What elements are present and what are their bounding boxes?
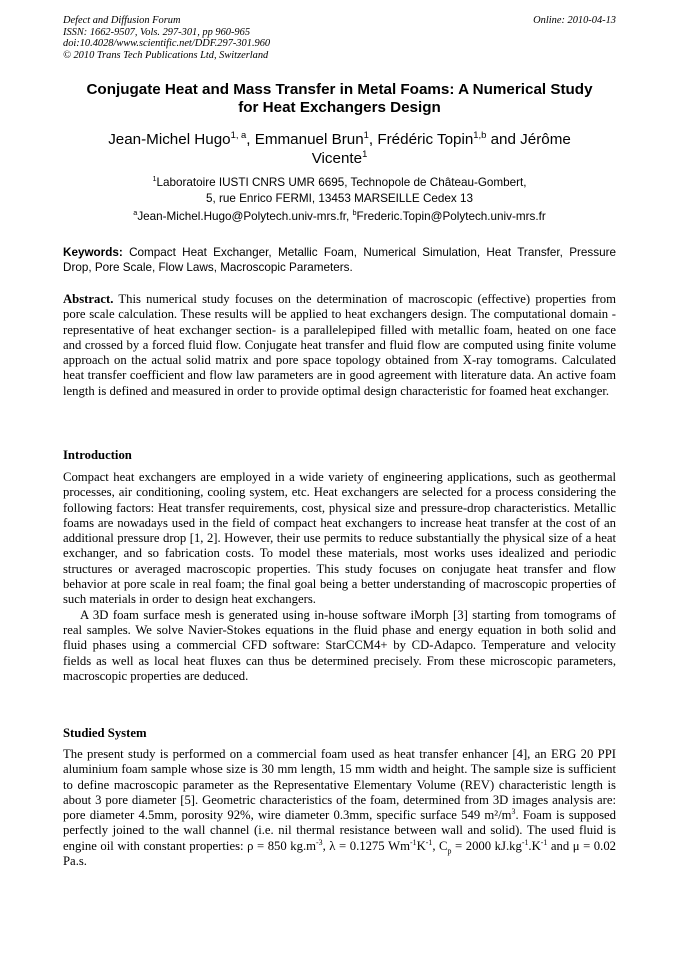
author-affiliation-mark: 1: [362, 147, 368, 159]
author-name: Frédéric Topin: [377, 131, 474, 148]
author-affiliation-mark: 1: [363, 128, 369, 140]
affiliation-mark: 1: [152, 174, 157, 184]
author-name: Jean-Michel Hugo: [108, 131, 231, 148]
abstract-text: This numerical study focuses on the determination of macroscopic (effective) properties from pore scale calculation. These results will be applied to heat exchangers design. The computational domain -representative of heat exchanger section- is a parallelepiped filled with metallic foam, heated on one face and crossed by a forced fluid flow. Conjugate heat transfer and fluid flow are computed using finite volume approach on the actual solid matrix and pore space topology obtained from X-ray tomograms. Calculated heat transfer coefficient and flow law parameters are in good agreement with literature data. An active foam length is defined and measured in order to provide optimal design characteristic for foamed heat exchanger.: [63, 292, 616, 398]
section-heading-introduction: Introduction: [63, 448, 132, 462]
author-emails: [63, 210, 616, 224]
author-affiliation-mark: 1, a: [230, 128, 247, 140]
introduction-paragraph-1: Compact heat exchangers are employed in a wide variety of engineering applications, such as geothermal processes, air conditioning, cooling system, etc. Heat exchangers are selected for a process considering the following factors: Heat transfer requirements, cost, physical size and pressure-drop characteristics. Metallic foams are nowadays used in the field of compact heat exchangers to increase heat transfer at the cost of an additional pressure drop [1, 2]. However, their use permits to reduce substantially the physical size of a heat exchanger, and so fabrication costs. To model these materials, most works uses idealized and periodic structures or averaged macroscopic properties. This study focuses on conjugate heat transfer and flow behavior at pore scale in real foam; the final goal being a better understanding of macroscopic properties of such materials in order to design heat exchangers.: [63, 470, 616, 607]
author-separator: ,: [368, 131, 378, 148]
abstract-block: [63, 292, 616, 399]
online-date: Online: 2010-04-13: [533, 15, 616, 26]
title-line-2: for Heat Exchangers Design: [238, 99, 441, 116]
author-affiliation-mark: 1,b: [473, 128, 487, 140]
section-heading-studied-system: Studied System: [63, 726, 147, 740]
doi-line: doi:10.4028/www.scientific.net/DDF.297-301.960: [63, 38, 271, 49]
abstract-label: Abstract.: [63, 292, 114, 306]
email-mark-b: b: [352, 208, 357, 218]
introduction-paragraph-2: A 3D foam surface mesh is generated using in-house software iMorph [3] starting from tomograms of real samples. We solve Navier-Stokes equations in the fluid phase and energy equation in both solid and fluid phases using a commercial CFD software: StarCCM4+ by CD-Adapco. Temperature and velocity fields as well as local heat fluxes can thus be determined precisely. From these microscopic parameters, macroscopic properties are deduced.: [63, 607, 616, 683]
author-separator: ,: [246, 131, 255, 148]
title-line-1: Conjugate Heat and Mass Transfer in Metal Foams: A Numerical Study: [86, 81, 593, 98]
affiliation-line-2: 5, rue Enrico FERMI, 13453 MARSEILLE Cedex 13: [206, 192, 473, 205]
keywords-block: [63, 246, 616, 275]
studied-system-paragraph-1: The present study is performed on a commercial foam used as heat transfer enhancer [4], an ERG 20 PPI aluminium foam sample whose size is 30 mm length, 15 mm width and height. The sample size is sufficient to define macroscopic parameter as the Representative Elementary Volume (REV) characteristic length is about 3 pore diameter [5]. Geometric characteristics of the foam, determined from 3D images analysis are: pore diameter 4.5mm, porosity 92%, wire diameter 0.3mm, specific surface 549 $m^2/m^3$. Foam is supposed perfectly joined to the wall channel (i.e. nil thermal resistance between wall and solid). The used fluid is engine oil with constant properties: ρ = 850 $kg.m^{-3}$, λ = 0.1275 $Wm^{-1}K^{-1}$, $C_p = 2000$ $kJ.kg^{-1}.K^{-1}$ and μ = 0.02 Pa.s.: [63, 747, 617, 869]
introduction-body: [63, 470, 616, 684]
email-a[interactable]: Jean-Michel.Hugo@Polytech.univ-mrs.fr,: [137, 210, 353, 223]
affiliation-line-1: Laboratoire IUSTI CNRS UMR 6695, Technopole de Château-Gombert,: [156, 176, 527, 189]
author-name: Emmanuel Brun: [254, 131, 364, 148]
keywords-text: Compact Heat Exchanger, Metallic Foam, Numerical Simulation, Heat Transfer, Pressure Drop, Pore Scale, Flow Laws, Macroscopic Parameters.: [63, 246, 616, 274]
journal-header: [63, 15, 616, 61]
copyright-line: © 2010 Trans Tech Publications Ltd, Switzerland: [63, 49, 269, 61]
author-list: [63, 130, 616, 168]
author-name: Vicente: [311, 150, 363, 167]
email-mark-a: a: [133, 208, 138, 218]
journal-name: Defect and Diffusion Forum: [63, 15, 181, 26]
keywords-label: Keywords:: [63, 246, 123, 259]
paper-title: [63, 81, 616, 117]
studied-system-body: [63, 747, 616, 869]
issn-line: ISSN: 1662-9507, Vols. 297-301, pp 960-965: [63, 26, 251, 38]
affiliation: [63, 175, 616, 207]
author-separator: and Jérôme: [486, 131, 571, 148]
email-b[interactable]: Frederic.Topin@Polytech.univ-mrs.fr: [356, 210, 546, 223]
